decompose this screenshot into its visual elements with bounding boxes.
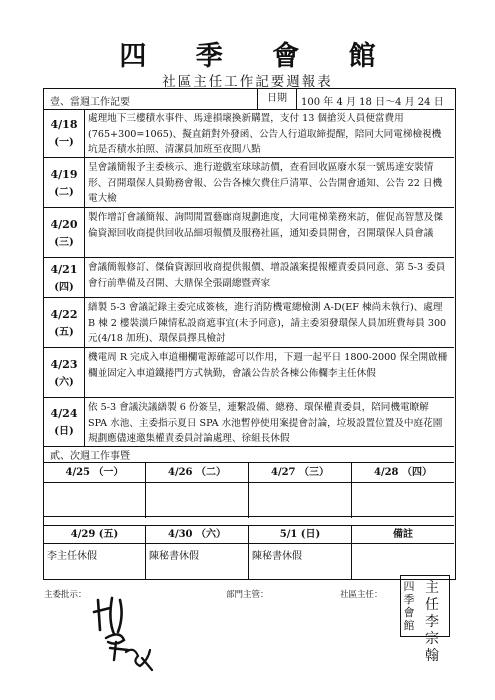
dept-supervisor-label: 部門主管： (226, 590, 269, 600)
entry-weekday: (三) (54, 236, 74, 248)
seal-right-text: 主任 李宗 翰 (425, 580, 439, 664)
next-week-row-2 (44, 525, 454, 579)
entry-date: 4/22 (50, 307, 78, 321)
next-week-day-cell (44, 483, 146, 518)
entry-day (44, 298, 85, 347)
entry-text: 處理地下三樓積水事件、馬達損壞換新購置，支付 13 個搶災人員便當費用(765+300=1065)、擬直銷對外發函、公告人行道取締提醒，陪同大同電梯檢視機坑是否積水拍照、清潔員加班至夜間八點 (88, 113, 442, 155)
entry-day (44, 348, 85, 397)
community-manager-label: 社區主任： (340, 590, 383, 600)
next-week-day-header: 4/25 （一） (44, 463, 146, 483)
next-week-day-header: 4/29 (五) (44, 526, 146, 544)
next-week-row-1 (44, 462, 454, 517)
entry-row (44, 348, 454, 398)
handwritten-signature (90, 590, 160, 675)
entry-day (44, 208, 85, 257)
manager-seal (400, 575, 450, 664)
entry-weekday: (六) (54, 376, 74, 388)
next-week-day-header: 4/27 （三） (249, 463, 352, 483)
entry-day (44, 109, 85, 157)
next-week-day-cell (146, 483, 249, 518)
entry-weekday: (一) (54, 137, 74, 148)
entry-text: 製作增訂會議簡報、詢問閒置藝廊商規劃進度，大同電梯業務來訪，催促高智慧及傑倫資源回收商提供回收品細項報價及服務社區，通知委員開會，召開環保人員會議 (88, 212, 443, 239)
next-week-day-header: 5/1 (日) (249, 526, 352, 544)
entry-text: 會議簡報修訂、傑倫資源回收商提供報價、增設議案提報權責委員同意、第 5-3 委員會行前準備及召開、大鼎保全張副總暨齊家 (88, 262, 446, 289)
entry-date: 4/24 (50, 407, 78, 420)
entry-row (44, 208, 454, 258)
next-week-note: 李主任休假 (44, 544, 146, 580)
entry-date: 4/23 (50, 357, 78, 371)
next-week-day-header: 4/26 （二） (146, 463, 249, 483)
chair-approval-label: 主委批示： (44, 590, 87, 600)
next-week-note: 陳秘書休假 (249, 544, 352, 580)
remarks-header: 備註 (352, 526, 454, 544)
date-label: 日期 (257, 89, 297, 109)
next-week-day-header: 4/28 （四） (352, 463, 454, 483)
section1-label: 壹、當週工作記要 (50, 97, 130, 108)
entry-date: 4/18 (50, 118, 78, 131)
next-week-note: 陳秘書休假 (146, 544, 249, 580)
entry-text: 機電周 R 完成入車道柵欄電源確認可以作用，下週一起平日 1800-2000 保全開啟柵欄並固定入車道鐵捲門方式執勤，會議公告於各棟公佈欄李主任休假 (88, 352, 448, 379)
page-subtitle: 社區主任工作記要週報表 (162, 74, 333, 90)
entry-row (44, 398, 454, 447)
entry-weekday: (五) (54, 326, 74, 338)
section1-header (44, 89, 454, 110)
entry-date: 4/19 (50, 167, 78, 181)
entry-row (44, 158, 454, 208)
entry-date: 4/20 (50, 217, 78, 231)
entry-row (44, 109, 454, 158)
entry-weekday: (二) (54, 186, 74, 198)
date-range: 100 年 4 月 18 日～4 月 24 日 (301, 97, 444, 108)
entry-row (44, 258, 454, 298)
entry-day (44, 258, 85, 297)
entry-weekday: (日) (54, 426, 74, 437)
page-title: 四 季 會 館 (119, 41, 396, 72)
section2-label: 貳、次週工作事暨 (50, 451, 130, 462)
next-week-day-cell (249, 483, 352, 518)
entry-text: 依 5-3 會議決議繕製 6 份簽呈，連繫設備、總務、環保權責委員，陪同機電瞭解 SPA 水池、主委指示夏日 SPA 水池暫停使用案提會討論，垃圾設置位置及中庭花園規劃應儘速邀集權責委員討論處理、徐組長休假 (88, 402, 443, 444)
entry-date: 4/21 (50, 262, 78, 276)
report-table (43, 88, 456, 580)
entry-text: 繕製 5-3 會議記錄主委完成簽核，進行消防機電總檢測 A-D(EF 棟尚未執行)、處理 B 棟 2 樓裝潢戶陳情私設商遮事宜(未予同意)，請主委須發環保人員加班費每員 300 元(4/18 加班)、環保員擇具檢討 (88, 302, 447, 344)
entry-day (44, 398, 85, 446)
entry-weekday: (四) (54, 281, 74, 293)
entry-text: 呈會議簡報予主委核示、進行遊戲室球球訪價，查看回收區廢水泵一號馬達安裝情形、召開環保人員勤務會報、公告各棟欠費住戶清單、公告開會通知、公告 22 日機電大檢 (88, 162, 443, 204)
seal-left-text: 四 季 會 館 (403, 580, 415, 632)
entry-row (44, 298, 454, 348)
entry-day (44, 158, 85, 207)
next-week-day-header: 4/30 （六） (146, 526, 249, 544)
